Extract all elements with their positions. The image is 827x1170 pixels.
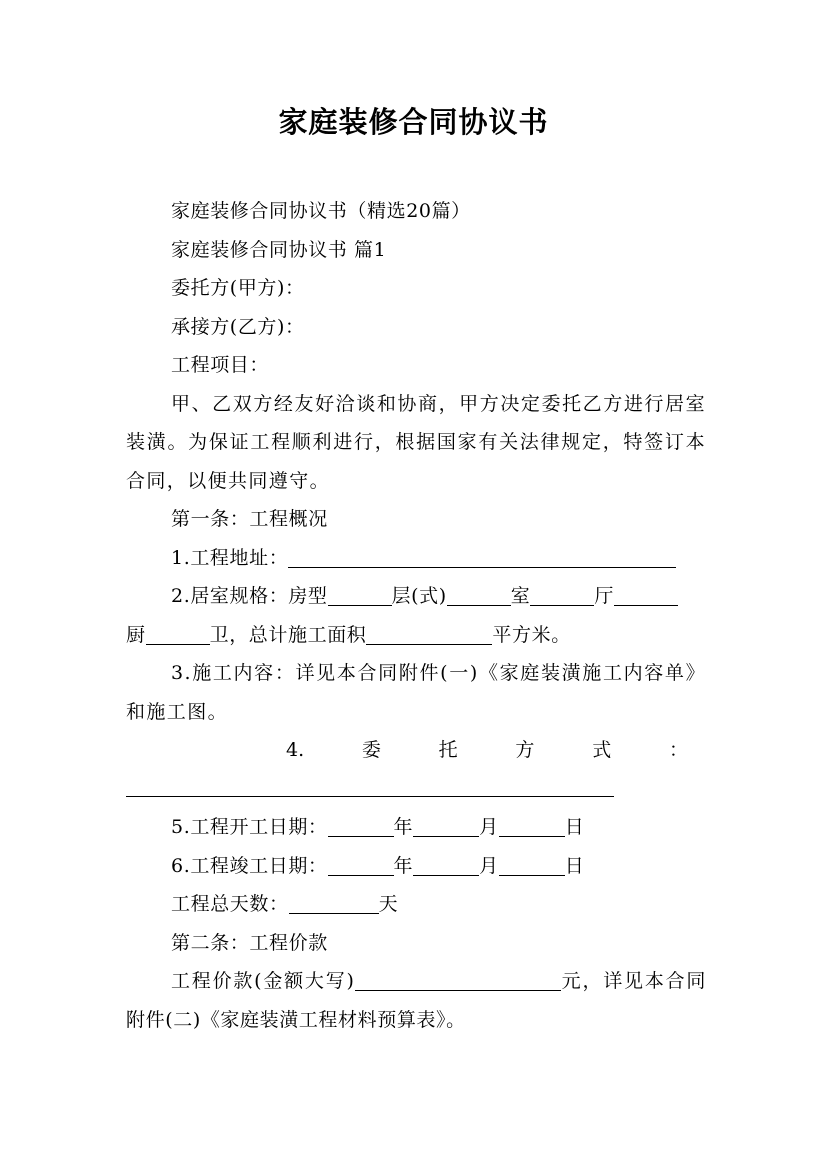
commission-blank [126, 770, 614, 797]
commission-char-0: 4. [286, 739, 305, 761]
blank-area [366, 618, 492, 645]
commission-char-3: 方 [515, 739, 535, 761]
start-year-unit: 年 [393, 816, 414, 838]
room-spec-area-unit: 平方米。 [492, 623, 571, 646]
blank-floor [328, 579, 392, 606]
room-spec-line [126, 577, 706, 616]
end-month-unit: 月 [479, 854, 499, 877]
start-date-line [126, 808, 706, 847]
construction-content: 3.施工内容：详见本合同附件(一)《家庭装潢施工内容单》和施工图。 [126, 662, 706, 723]
price-label: 工程价款(金额大写) [171, 970, 355, 992]
party-a-line: 委托方(甲方)： [171, 277, 305, 299]
project-line: 工程项目： [171, 354, 270, 376]
end-year-blank [328, 849, 394, 876]
blank-kitchen [614, 579, 678, 606]
room-spec-level: 层(式) [391, 585, 447, 607]
room-spec-line-2 [126, 616, 706, 655]
subtitle-line: 家庭装修合同协议书（精选20篇） [171, 200, 471, 222]
blank-bath [146, 618, 210, 645]
intro-paragraph: 甲、乙双方经友好洽谈和协商，甲方决定委托乙方进行居室装潢。为保证工程顺利进行，根据国家有关法律规定，特签订本合同，以便共同遵守。 [126, 392, 706, 492]
end-date-line [126, 847, 706, 886]
blank-hall [530, 579, 594, 606]
end-day-blank [499, 849, 565, 876]
article-one-heading: 第一条：工程概况 [171, 508, 328, 530]
price-paragraph [126, 962, 706, 1039]
end-year-unit: 年 [393, 854, 414, 877]
room-spec-bath: 卫，总计施工面积 [209, 623, 367, 646]
address-line [126, 539, 706, 578]
total-days-line [126, 885, 706, 924]
start-year-blank [328, 810, 394, 837]
start-date-label: 5.工程开工日期： [171, 816, 328, 838]
commission-blank-row [126, 770, 706, 809]
commission-char-2: 托 [438, 739, 458, 761]
document-title: 家庭装修合同协议书 [278, 105, 549, 139]
start-month-blank [413, 810, 479, 837]
blank-room [447, 579, 511, 606]
commission-char-4: 式 [592, 739, 612, 761]
commission-char-5: ： [668, 739, 688, 761]
end-date-label: 6.工程竣工日期： [171, 854, 328, 877]
room-spec-hall: 厅 [594, 585, 614, 607]
total-days-blank [289, 887, 379, 914]
start-month-unit: 月 [479, 816, 499, 838]
address-label: 1.工程地址： [171, 546, 289, 569]
commission-char-1: 委 [361, 739, 381, 761]
room-spec-kitchen: 厨 [126, 623, 146, 646]
price-rest: 元，详见本合同附件(二)《家庭装潢工程材料预算表》。 [126, 970, 706, 1031]
article-two-heading: 第二条：工程价款 [171, 931, 328, 954]
room-spec-label: 2.居室规格：房型 [171, 585, 328, 607]
section-heading: 家庭装修合同协议书 篇1 [171, 238, 387, 261]
document-body [126, 192, 706, 1039]
address-blank [288, 541, 676, 568]
start-day-blank [499, 810, 565, 837]
room-spec-room: 室 [510, 585, 531, 607]
end-day-unit: 日 [564, 854, 585, 877]
end-month-blank [413, 849, 479, 876]
start-day-unit: 日 [564, 816, 585, 838]
price-blank [355, 964, 561, 991]
total-days-unit: 天 [378, 893, 399, 915]
commission-method-line [126, 731, 706, 770]
total-days-label: 工程总天数： [171, 893, 289, 915]
party-b-line: 承接方(乙方)： [171, 315, 305, 338]
